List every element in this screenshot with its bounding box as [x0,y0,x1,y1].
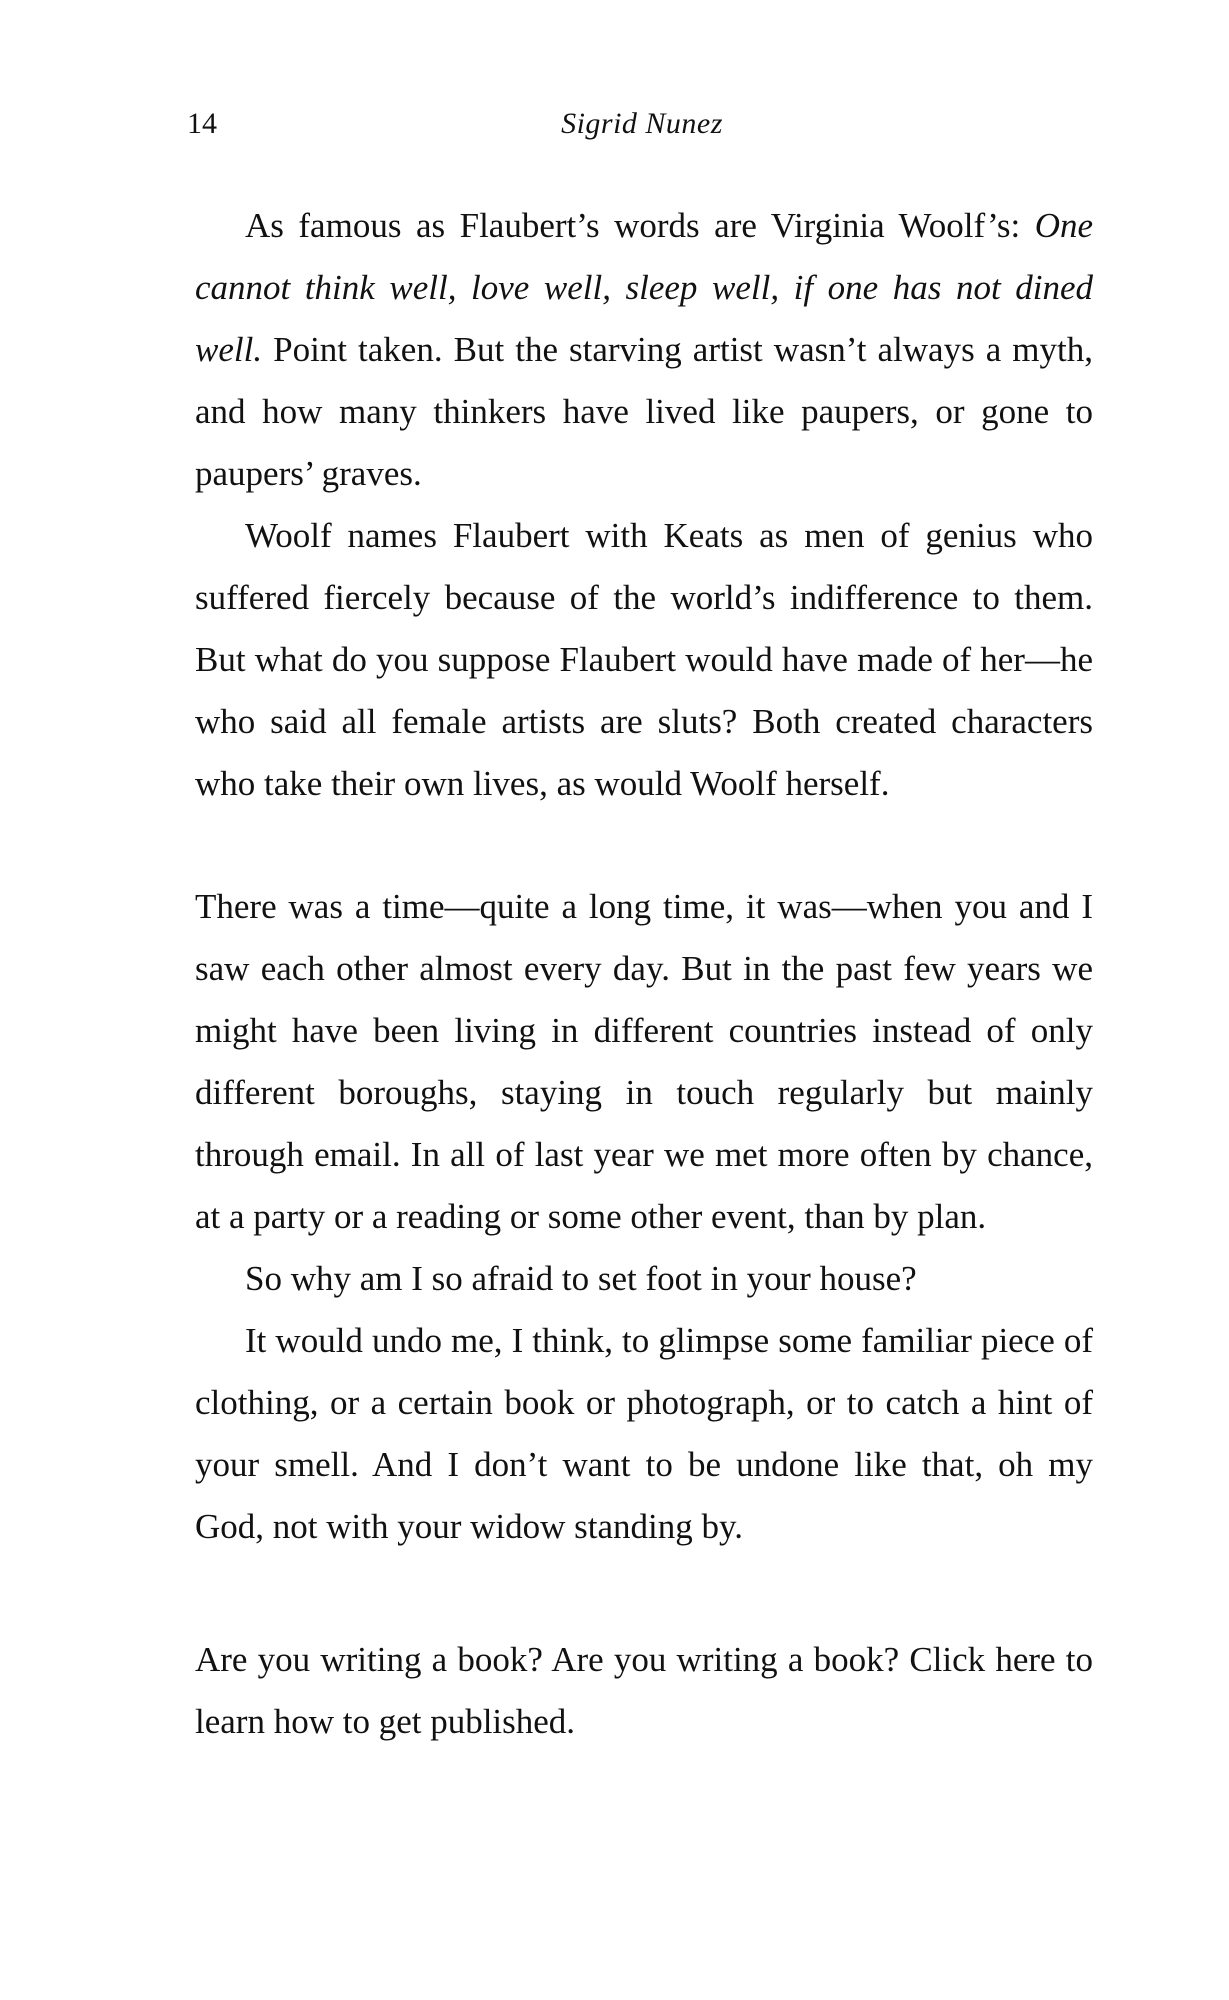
paragraph-text: As famous as Flaubert’s words are Virginia Woolf’s: [245,206,1035,245]
paragraph: Are you writing a book? Are you writing a book? Click here to learn how to get published. [195,1640,1093,1741]
paragraph: There was a time—quite a long time, it was—when you and I saw each other almost every day. But in the past few years we might have been living in different countries instead of only different boroughs, staying in touch regularly but mainly through email. In all of last year we met more often by chance, at a party or a reading or some other event, than by plan. [195,887,1093,1236]
page-number: 14 [187,107,217,140]
paragraph: So why am I so afraid to set foot in your house? [245,1259,917,1298]
paragraph-text: Point taken. But the starving artist wasn’t always a myth, and how many thinkers have lived like paupers, or gone to paupers’ graves. [195,330,1093,493]
woolf-quote: One cannot think well, love well, sleep well, if one has not dined well. [195,206,1093,369]
running-head-author: Sigrid Nunez [561,107,723,140]
running-head [187,104,1097,144]
section-writing-a-book [195,1629,1093,1753]
paragraph [195,195,1093,505]
section-flaubert-woolf [195,195,1093,815]
section-friendship [195,876,1093,1558]
paragraph: Woolf names Flaubert with Keats as men of genius who suffered fiercely because of the world’s indifference to them. But what do you suppose Flaubert would have made of her—he who said all female artists are sluts? Both created characters who take their own lives, as would Woolf herself. [195,516,1093,803]
paragraph: It would undo me, I think, to glimpse some familiar piece of clothing, or a certain book or photograph, or to catch a hint of your smell. And I don’t want to be undone like that, oh my God, not with your widow standing by. [195,1321,1093,1546]
